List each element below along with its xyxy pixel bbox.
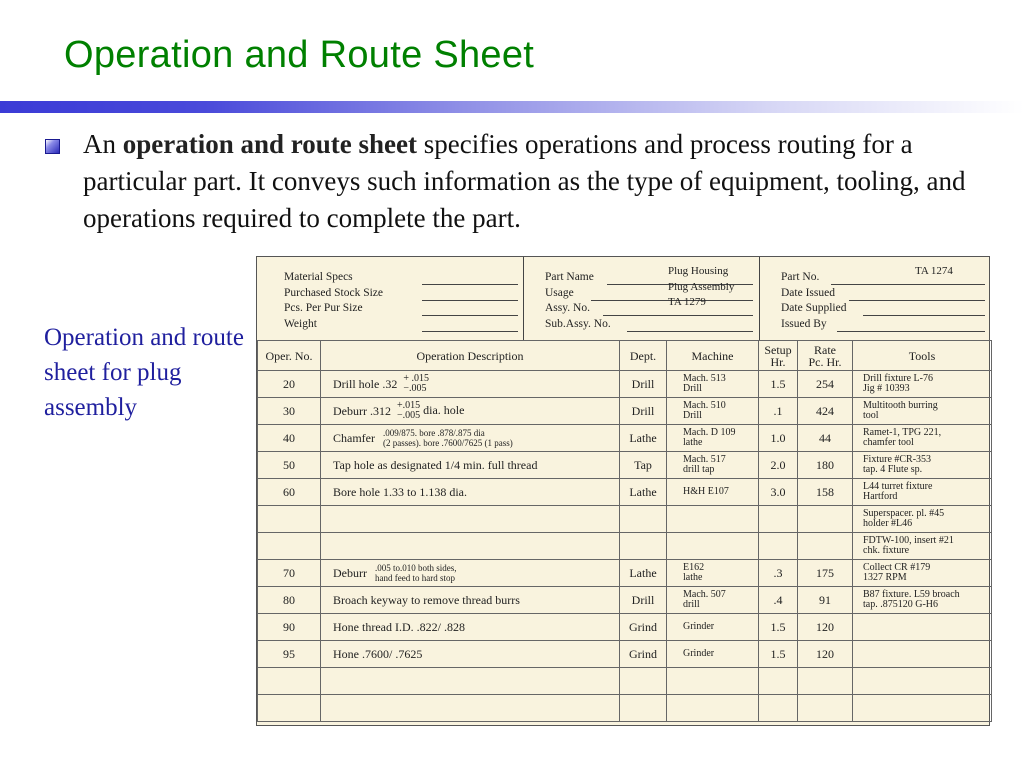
header-row xyxy=(759,318,991,333)
tools-line-1: Fixture #CR-353 xyxy=(863,454,932,465)
table-row xyxy=(258,560,992,587)
table-row xyxy=(258,452,992,479)
cell-tools xyxy=(853,425,992,452)
cell-rate xyxy=(798,506,853,533)
title-gradient-rule xyxy=(0,101,1024,113)
cell-dept xyxy=(620,668,667,695)
cell-description xyxy=(321,398,620,425)
header-row xyxy=(759,265,991,286)
cell-dept: Tap xyxy=(620,452,667,479)
cell-tools xyxy=(853,398,992,425)
cell-setup-hr: 1.5 xyxy=(759,614,798,641)
table-row xyxy=(258,425,992,452)
table-row xyxy=(258,479,992,506)
cell-dept: Lathe xyxy=(620,425,667,452)
tolerance-minus: −.005 xyxy=(403,383,427,394)
cell-rate xyxy=(798,668,853,695)
cell-oper-no: 90 xyxy=(258,614,321,641)
tools-line-2: tap. 4 Flute sp. xyxy=(863,464,923,475)
machine-line-1: Mach. 513 xyxy=(683,373,726,384)
assy-no-value: TA 1279 xyxy=(668,296,706,308)
cell-machine xyxy=(667,506,759,533)
header-row xyxy=(523,281,759,302)
note-line-1: .009/875. bore .878/.875 dia xyxy=(382,428,485,438)
note-line-2: hand feed to hard stop xyxy=(374,573,455,583)
cell-oper-no xyxy=(258,668,321,695)
cell-oper-no xyxy=(258,506,321,533)
cell-description xyxy=(321,695,620,722)
route-sheet-form xyxy=(256,256,990,726)
col-header-rate xyxy=(798,341,853,371)
header-row xyxy=(257,271,523,286)
cell-setup-hr: 1.5 xyxy=(759,641,798,668)
tools-line-1: L44 turret fixture xyxy=(863,481,933,492)
cell-machine xyxy=(667,425,759,452)
cell-dept: Lathe xyxy=(620,560,667,587)
tools-line-2: Jig # 10393 xyxy=(863,383,910,394)
cell-description xyxy=(321,506,620,533)
machine-line-2: Drill xyxy=(683,410,702,421)
cell-machine xyxy=(667,560,759,587)
operations-body xyxy=(258,371,992,722)
header-label: Part Name xyxy=(545,271,594,283)
header-blank-line xyxy=(837,331,985,332)
cell-setup-hr: .1 xyxy=(759,398,798,425)
cell-description xyxy=(321,425,620,452)
machine-line-1: Grinder xyxy=(683,621,715,632)
cell-oper-no: 95 xyxy=(258,641,321,668)
cell-machine xyxy=(667,371,759,398)
cell-dept xyxy=(620,506,667,533)
cell-setup-hr: .4 xyxy=(759,587,798,614)
usage-value: Plug Assembly xyxy=(668,281,735,293)
cell-dept: Grind xyxy=(620,641,667,668)
tolerance xyxy=(403,374,429,394)
machine-line-2: drill tap xyxy=(683,464,715,475)
cell-setup-hr xyxy=(759,695,798,722)
header-blank-line xyxy=(627,331,753,332)
cell-tools xyxy=(853,452,992,479)
cell-dept: Drill xyxy=(620,371,667,398)
machine-line-2: Drill xyxy=(683,383,702,394)
header-row xyxy=(523,318,759,333)
cell-tools xyxy=(853,533,992,560)
tools-line-1: Ramet-1, TPG 221, xyxy=(863,427,942,438)
part-name-value: Plug Housing xyxy=(668,265,729,277)
cell-machine xyxy=(667,533,759,560)
cell-machine xyxy=(667,614,759,641)
header-row xyxy=(759,287,991,302)
tools-line-2: chamfer tool xyxy=(863,437,914,448)
tools-line-1: Drill fixture L-76 xyxy=(863,373,933,384)
desc-text: Deburr xyxy=(333,565,367,580)
cell-dept xyxy=(620,533,667,560)
table-row xyxy=(258,587,992,614)
desc-text: Chamfer xyxy=(333,430,375,445)
square-bullet-icon xyxy=(45,139,60,154)
cell-setup-hr xyxy=(759,506,798,533)
cell-tools xyxy=(853,506,992,533)
col-header-setup-bottom: Hr. xyxy=(770,354,786,369)
operation-note xyxy=(375,563,457,583)
header-blank-line xyxy=(603,315,753,316)
tools-line-2: 1327 RPM xyxy=(863,572,907,583)
col-header-rate-bottom: Pc. Hr. xyxy=(808,354,842,369)
header-blank-line xyxy=(422,331,518,332)
header-row xyxy=(257,318,523,333)
table-row xyxy=(258,668,992,695)
tools-line-2: tap. .875120 G-H6 xyxy=(863,599,938,610)
cell-description xyxy=(321,533,620,560)
header-blank-line xyxy=(422,284,518,285)
part-no-value: TA 1274 xyxy=(915,265,953,277)
cell-description xyxy=(321,371,620,398)
operations-table xyxy=(257,340,992,722)
cell-setup-hr: 1.0 xyxy=(759,425,798,452)
cell-oper-no: 70 xyxy=(258,560,321,587)
cell-tools xyxy=(853,641,992,668)
cell-dept: Drill xyxy=(620,398,667,425)
cell-rate xyxy=(798,533,853,560)
machine-line-2: drill xyxy=(683,599,700,610)
cell-tools xyxy=(853,587,992,614)
slide-title: Operation and Route Sheet xyxy=(64,34,535,76)
cell-machine xyxy=(667,668,759,695)
sheet-header xyxy=(257,257,989,341)
cell-machine xyxy=(667,452,759,479)
desc-text: Hone .7600/ .7625 xyxy=(333,646,423,661)
header-label: Part No. xyxy=(781,271,820,283)
tools-line-1: Superspacer. pl. #45 xyxy=(863,508,945,519)
cell-oper-no xyxy=(258,695,321,722)
cell-tools xyxy=(853,560,992,587)
col-header-rate-top: Rate xyxy=(814,342,836,357)
header-label: Material Specs xyxy=(284,271,353,283)
header-label: Sub.Assy. No. xyxy=(545,318,611,330)
desc-text: Bore hole 1.33 to 1.138 dia. xyxy=(333,484,467,499)
machine-line-1: Mach. D 109 xyxy=(683,427,736,438)
machine-line-1: Grinder xyxy=(683,648,715,659)
tools-line-1: Collect CR #179 xyxy=(863,562,931,573)
table-row xyxy=(258,371,992,398)
tools-line-2: tool xyxy=(863,410,879,421)
cell-dept: Lathe xyxy=(620,479,667,506)
col-header-setup-top: Setup xyxy=(764,342,792,357)
cell-machine xyxy=(667,479,759,506)
cell-oper-no: 30 xyxy=(258,398,321,425)
header-dates-column xyxy=(759,257,991,340)
cell-rate xyxy=(798,695,853,722)
desc-text: Hone thread I.D. .822/ .828 xyxy=(333,619,465,634)
desc-text: Drill hole .32 xyxy=(333,376,398,391)
table-row xyxy=(258,533,992,560)
table-row xyxy=(258,614,992,641)
cell-tools xyxy=(853,695,992,722)
col-header-machine: Machine xyxy=(667,341,759,371)
cell-oper-no: 80 xyxy=(258,587,321,614)
header-label: Usage xyxy=(545,287,574,299)
table-row xyxy=(258,506,992,533)
desc-text: Broach keyway to remove thread burrs xyxy=(333,592,520,607)
cell-dept xyxy=(620,695,667,722)
cell-machine xyxy=(667,398,759,425)
tools-line-1: FDTW-100, insert #21 xyxy=(863,535,954,546)
header-label: Purchased Stock Size xyxy=(284,287,384,299)
header-row xyxy=(759,302,991,317)
bullet-lead: An xyxy=(83,129,116,159)
cell-tools xyxy=(853,614,992,641)
header-row xyxy=(523,296,759,317)
cell-rate: 254 xyxy=(798,371,853,398)
cell-rate: 180 xyxy=(798,452,853,479)
machine-line-1: Mach. 517 xyxy=(683,454,726,465)
header-blank-line xyxy=(849,300,985,301)
cell-rate: 91 xyxy=(798,587,853,614)
cell-description xyxy=(321,479,620,506)
machine-line-1: Mach. 507 xyxy=(683,589,726,600)
operation-note xyxy=(383,428,513,448)
header-blank-line xyxy=(831,284,985,285)
cell-oper-no: 20 xyxy=(258,371,321,398)
header-label: Date Supplied xyxy=(781,302,847,314)
cell-dept: Drill xyxy=(620,587,667,614)
tolerance-minus: −.005 xyxy=(396,410,421,421)
header-label: Pcs. Per Pur Size xyxy=(284,302,363,314)
desc-suffix: dia. hole xyxy=(423,402,465,417)
table-row xyxy=(258,695,992,722)
cell-oper-no xyxy=(258,533,321,560)
cell-rate: 175 xyxy=(798,560,853,587)
cell-machine xyxy=(667,641,759,668)
cell-rate: 120 xyxy=(798,641,853,668)
col-header-oper: Oper. No. xyxy=(258,341,321,371)
tools-line-1: B87 fixture. L59 broach xyxy=(863,589,960,600)
machine-line-1: E162 xyxy=(683,562,705,573)
figure-caption: Operation and route sheet for plug assembly xyxy=(44,324,244,421)
desc-text: Deburr .312 xyxy=(333,403,391,418)
col-header-dept: Dept. xyxy=(620,341,667,371)
bullet-term: operation and route sheet xyxy=(122,129,417,159)
header-blank-line xyxy=(422,300,518,301)
machine-line-2: lathe xyxy=(683,437,703,448)
tools-line-2: Hartford xyxy=(863,491,898,502)
machine-line-1: Mach. 510 xyxy=(683,400,726,411)
cell-description xyxy=(321,641,620,668)
cell-setup-hr: 1.5 xyxy=(759,371,798,398)
header-material-column xyxy=(257,257,524,340)
cell-oper-no: 60 xyxy=(258,479,321,506)
cell-oper-no: 50 xyxy=(258,452,321,479)
cell-tools xyxy=(853,479,992,506)
header-part-column xyxy=(523,257,760,340)
machine-line-2: lathe xyxy=(683,572,703,583)
note-line-1: .005 to.010 both sides, xyxy=(374,563,457,573)
header-label: Weight xyxy=(284,318,317,330)
tolerance-plus: +.015 xyxy=(396,400,421,411)
cell-dept: Grind xyxy=(620,614,667,641)
tools-line-2: chk. fixture xyxy=(863,545,910,556)
cell-rate: 44 xyxy=(798,425,853,452)
header-label: Date Issued xyxy=(781,287,835,299)
cell-setup-hr: 3.0 xyxy=(759,479,798,506)
cell-rate: 158 xyxy=(798,479,853,506)
tolerance-plus: + .015 xyxy=(403,373,429,384)
header-blank-line xyxy=(422,315,518,316)
cell-tools xyxy=(853,371,992,398)
machine-line-1: H&H E107 xyxy=(683,486,729,497)
col-header-setup xyxy=(759,341,798,371)
col-header-desc: Operation Description xyxy=(321,341,620,371)
cell-setup-hr: .3 xyxy=(759,560,798,587)
cell-setup-hr xyxy=(759,668,798,695)
cell-tools xyxy=(853,668,992,695)
cell-description xyxy=(321,587,620,614)
table-row xyxy=(258,398,992,425)
tolerance xyxy=(397,401,420,421)
note-line-2: (2 passes). bore .7600/7625 (1 pass) xyxy=(382,438,513,448)
cell-rate: 424 xyxy=(798,398,853,425)
header-label: Assy. No. xyxy=(545,302,590,314)
tools-line-1: Multitooth burring xyxy=(863,400,938,411)
header-row xyxy=(257,287,523,302)
cell-oper-no: 40 xyxy=(258,425,321,452)
col-header-tools: Tools xyxy=(853,341,992,371)
cell-description xyxy=(321,560,620,587)
cell-description xyxy=(321,452,620,479)
table-row xyxy=(258,641,992,668)
header-label: Issued By xyxy=(781,318,827,330)
cell-machine xyxy=(667,695,759,722)
cell-setup-hr xyxy=(759,533,798,560)
cell-description xyxy=(321,614,620,641)
bullet-rest: specifies operations and process routing for a particular part. It conveys such information as the type of equipment, tooling, and operations required to complete the part. xyxy=(83,129,966,233)
header-row xyxy=(257,302,523,317)
desc-text: Tap hole as designated 1/4 min. full thread xyxy=(333,457,538,472)
cell-setup-hr: 2.0 xyxy=(759,452,798,479)
bullet-paragraph xyxy=(83,126,988,237)
header-blank-line xyxy=(863,315,985,316)
tools-line-2: holder #L46 xyxy=(863,518,913,529)
cell-machine xyxy=(667,587,759,614)
cell-description xyxy=(321,668,620,695)
cell-rate: 120 xyxy=(798,614,853,641)
table-header-row xyxy=(258,341,992,371)
